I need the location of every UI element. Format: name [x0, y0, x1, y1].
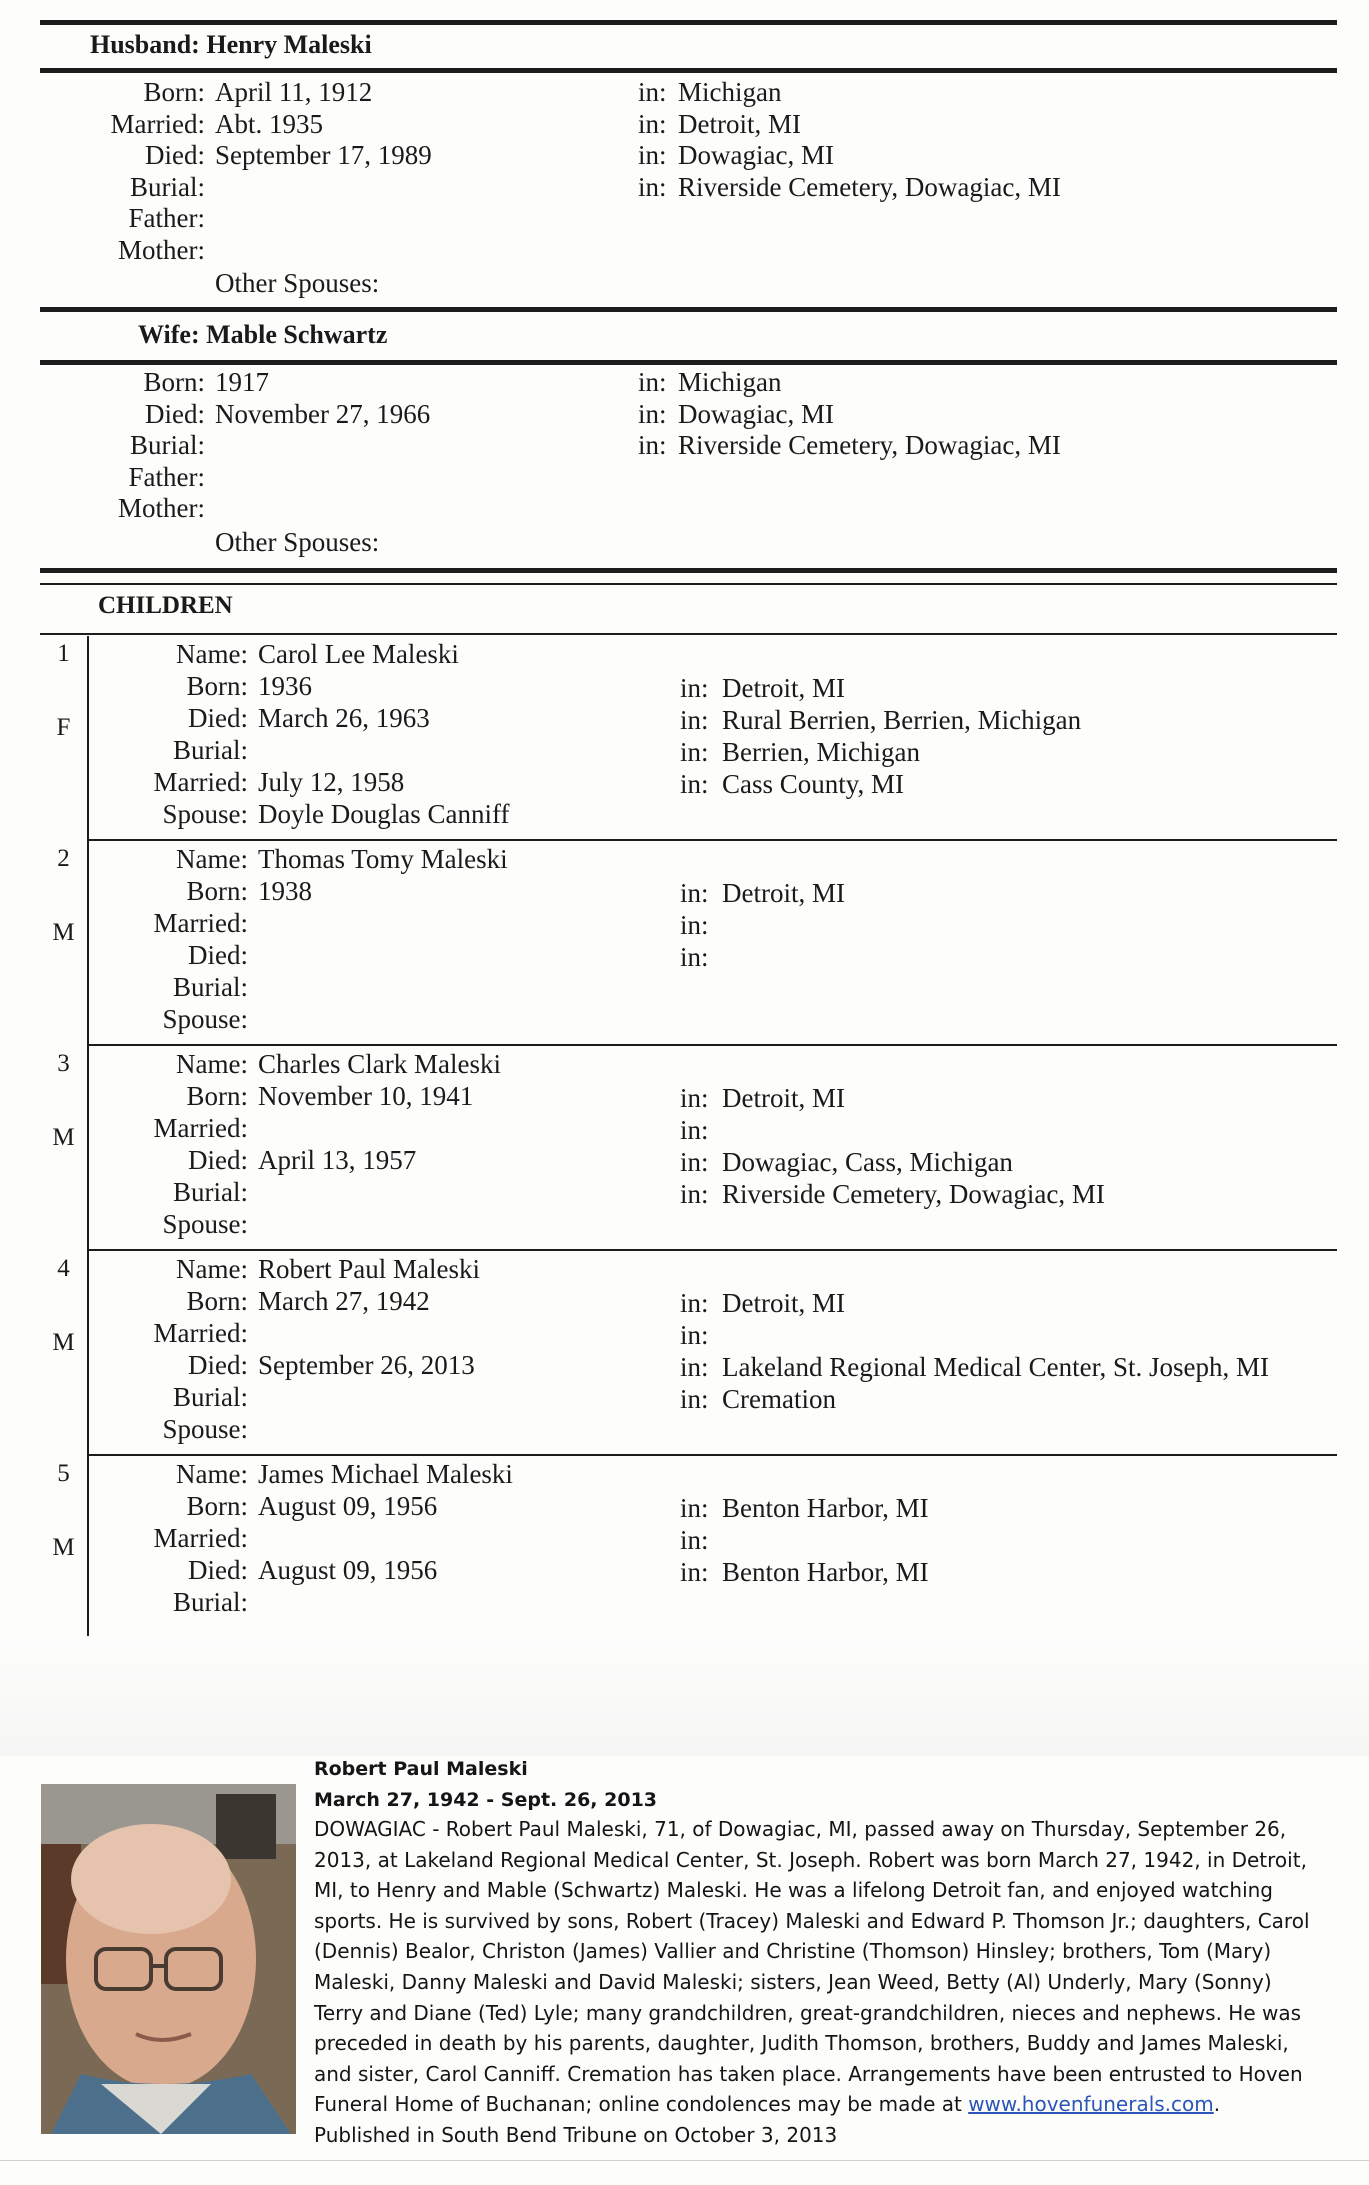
- wife-place: Riverside Cemetery, Dowagiac, MI: [678, 430, 1061, 460]
- obituary-line-text: Funeral Home of Buchanan; online condolences may be made at: [314, 2092, 969, 2117]
- child-label: Married:: [153, 1523, 248, 1553]
- hovenfunerals-link[interactable]: www.hovenfunerals.com: [968, 2092, 1214, 2117]
- child-label: Spouse:: [162, 799, 248, 829]
- child-place: Dowagiac, Cass, Michigan: [722, 1147, 1013, 1177]
- child-label: Died:: [188, 940, 248, 970]
- child-label: Married:: [153, 908, 248, 938]
- child-value: Charles Clark Maleski: [258, 1049, 501, 1079]
- obituary-photo: [41, 1784, 296, 2134]
- obituary-line: Terry and Diane (Ted) Lyle; many grandchildren, great-grandchildren, nieces and nephews. He was: [314, 2000, 1302, 2025]
- obituary-line: Maleski, Danny Maleski and David Maleski; sisters, Jean Weed, Betty (Al) Underly, Mary (Sonny): [314, 1970, 1272, 1994]
- child-label: Died:: [188, 703, 248, 733]
- child-in-label: in:: [680, 1493, 709, 1523]
- child-value: March 27, 1942: [258, 1286, 430, 1316]
- obituary-line: [314, 2089, 1220, 2120]
- child-sex: F: [56, 714, 71, 741]
- child-number: 2: [57, 845, 70, 872]
- child-separator: [87, 839, 1337, 841]
- child-value: November 10, 1941: [258, 1081, 474, 1111]
- child-value: August 09, 1956: [258, 1555, 438, 1585]
- children-heading: CHILDREN: [98, 592, 233, 619]
- wife-place: Michigan: [678, 367, 782, 397]
- child-label: Born:: [186, 1286, 248, 1316]
- husband-in-label: in:: [638, 77, 667, 107]
- child-place: Berrien, Michigan: [722, 737, 920, 767]
- husband-value: April 11, 1912: [215, 77, 373, 107]
- child-number: 5: [57, 1460, 70, 1487]
- wife-name: Mable Schwartz: [206, 320, 388, 349]
- child-label: Name:: [176, 1049, 248, 1079]
- child-value: September 26, 2013: [258, 1350, 475, 1380]
- child-in-label: in:: [680, 1320, 709, 1350]
- wife-in-label: in:: [638, 367, 667, 397]
- wife-label: Burial:: [130, 430, 205, 460]
- child-label: Burial:: [173, 1382, 248, 1412]
- obituary-line: MI, to Henry and Mable (Schwartz) Maleski. He was a lifelong Detroit fan, and enjoyed watching: [314, 1878, 1274, 1903]
- husband-label: Died:: [145, 140, 205, 170]
- husband-value: September 17, 1989: [215, 140, 432, 170]
- husband-place: Riverside Cemetery, Dowagiac, MI: [678, 171, 1061, 202]
- obituary-line: (Dennis) Bealor, Christon (James) Vallier and Christine (Thomson) Hinsley; brothers, Tom (Mary): [314, 1939, 1272, 1964]
- child-place: Benton Harbor, MI: [722, 1557, 929, 1587]
- child-in-label: in:: [680, 769, 709, 799]
- child-place: Detroit, MI: [722, 1083, 845, 1113]
- wife-top-rule: [40, 307, 1337, 312]
- wife-heading: Wife: Mable Schwartz: [138, 320, 388, 349]
- child-label: Born:: [186, 1081, 248, 1111]
- child-in-label: in:: [680, 1288, 709, 1318]
- page-fade: [0, 1636, 1369, 1756]
- obituary-line: 2013, at Lakeland Regional Medical Center, St. Joseph. Robert was born March 27, 1942, in Detroit,: [314, 1847, 1307, 1872]
- child-label: Spouse:: [162, 1004, 248, 1034]
- child-label: Burial:: [173, 1587, 248, 1617]
- child-in-label: in:: [680, 878, 709, 908]
- husband-rule: [40, 68, 1337, 73]
- child-place: Cremation: [722, 1384, 836, 1414]
- child-value: July 12, 1958: [258, 767, 405, 797]
- child-sex: M: [52, 1534, 75, 1561]
- child-in-label: in:: [680, 737, 709, 767]
- husband-in-label: in:: [638, 108, 667, 139]
- child-in-label: in:: [680, 673, 709, 703]
- child-label: Burial:: [173, 735, 248, 765]
- child-value: Thomas Tomy Maleski: [258, 844, 508, 874]
- husband-value: Abt. 1935: [215, 108, 323, 139]
- husband-label: Burial:: [130, 171, 205, 202]
- child-place: Cass County, MI: [722, 769, 905, 799]
- child-label: Died:: [188, 1350, 248, 1380]
- child-label: Married:: [153, 1113, 248, 1143]
- husband-name: Henry Maleski: [206, 30, 372, 59]
- husband-place: Dowagiac, MI: [678, 140, 834, 170]
- portrait-image: [41, 1784, 296, 2134]
- obituary-published: Published in South Bend Tribune on October 3, 2013: [314, 2123, 838, 2147]
- child-value: Robert Paul Maleski: [258, 1254, 480, 1284]
- child-label: Spouse:: [162, 1414, 248, 1444]
- child-label: Name:: [176, 1254, 248, 1284]
- children-header-rule: [40, 633, 1337, 635]
- wife-place: Dowagiac, MI: [678, 398, 834, 429]
- husband-label: Married:: [110, 108, 205, 139]
- obituary-line: sports. He is survived by sons, Robert (Tracey) Maleski and Edward P. Thomson Jr.; daughters, Carol: [314, 1908, 1310, 1933]
- wife-other-spouses: Other Spouses:: [215, 527, 380, 557]
- child-number: 1: [57, 640, 70, 667]
- husband-label: Father:: [128, 203, 205, 233]
- husband-in-label: in:: [638, 171, 667, 202]
- child-sex: M: [52, 919, 75, 946]
- child-label: Married:: [153, 1318, 248, 1348]
- wife-in-label: in:: [638, 398, 667, 429]
- child-value: James Michael Maleski: [258, 1459, 513, 1489]
- child-value: 1936: [258, 671, 312, 701]
- child-in-label: in:: [680, 1179, 709, 1209]
- bottom-rule: [0, 2160, 1369, 2161]
- child-in-label: in:: [680, 1384, 709, 1414]
- child-separator: [87, 1044, 1337, 1046]
- husband-label: Born:: [143, 77, 205, 107]
- wife-value: November 27, 1966: [215, 398, 431, 429]
- husband-heading: Husband: Henry Maleski: [90, 30, 372, 59]
- child-value: August 09, 1956: [258, 1491, 438, 1521]
- child-in-label: in:: [680, 1525, 709, 1555]
- husband-label: Mother:: [118, 234, 205, 265]
- child-place: Lakeland Regional Medical Center, St. Joseph, MI: [722, 1352, 1270, 1382]
- child-sex: M: [52, 1124, 75, 1151]
- child-label: Married:: [153, 767, 248, 797]
- obituary-line: preceded in death by his parents, daughter, Judith Thomson, brothers, Buddy and James Maleski,: [314, 2031, 1289, 2056]
- husband-place: Michigan: [678, 77, 782, 107]
- child-value: 1938: [258, 876, 312, 906]
- child-label: Name:: [176, 639, 248, 669]
- child-place: Riverside Cemetery, Dowagiac, MI: [722, 1179, 1105, 1209]
- child-separator: [87, 1249, 1337, 1251]
- child-label: Died:: [188, 1145, 248, 1175]
- wife-label: Born:: [143, 367, 205, 397]
- child-label: Died:: [188, 1555, 248, 1585]
- top-rule: [40, 20, 1337, 25]
- child-label: Burial:: [173, 972, 248, 1002]
- child-in-label: in:: [680, 1083, 709, 1113]
- children-top-rule-2: [40, 583, 1337, 585]
- child-value: March 26, 1963: [258, 703, 430, 733]
- child-in-label: in:: [680, 910, 709, 940]
- child-number: 4: [57, 1255, 70, 1282]
- children-top-rule: [40, 568, 1337, 573]
- obituary-line: and sister, Carol Canniff. Cremation has taken place. Arrangements have been entrusted to Hoven: [314, 2061, 1303, 2086]
- child-separator: [87, 1454, 1337, 1456]
- obituary-dates: March 27, 1942 - Sept. 26, 2013: [314, 1789, 658, 1811]
- child-label: Name:: [176, 844, 248, 874]
- wife-label: Father:: [128, 461, 205, 492]
- child-place: Benton Harbor, MI: [722, 1493, 929, 1523]
- child-label: Born:: [186, 1491, 248, 1521]
- wife-in-label: in:: [638, 430, 667, 460]
- child-in-label: in:: [680, 1147, 709, 1177]
- wife-label: Died:: [145, 398, 205, 429]
- husband-other-spouses: Other Spouses:: [215, 268, 380, 298]
- child-place: Detroit, MI: [722, 673, 845, 703]
- child-label: Born:: [186, 671, 248, 701]
- child-value: April 13, 1957: [258, 1145, 417, 1175]
- obituary-line: DOWAGIAC - Robert Paul Maleski, 71, of Dowagiac, MI, passed away on Thursday, September 26,: [314, 1817, 1287, 1841]
- child-place: Detroit, MI: [722, 878, 845, 908]
- obituary-line-text: .: [1213, 2092, 1221, 2117]
- child-place: Detroit, MI: [722, 1288, 845, 1318]
- child-label: Born:: [186, 876, 248, 906]
- obituary-name: Robert Paul Maleski: [314, 1758, 528, 1780]
- husband-place: Detroit, MI: [678, 108, 801, 139]
- child-number: 3: [57, 1050, 70, 1077]
- wife-label: Mother:: [118, 493, 205, 523]
- child-sex: M: [52, 1329, 75, 1356]
- child-value: Carol Lee Maleski: [258, 639, 459, 669]
- child-in-label: in:: [680, 705, 709, 735]
- child-in-label: in:: [680, 1557, 709, 1587]
- child-value: Doyle Douglas Canniff: [258, 799, 510, 829]
- husband-in-label: in:: [638, 140, 667, 170]
- child-label: Spouse:: [162, 1209, 248, 1239]
- child-in-label: in:: [680, 1352, 709, 1382]
- wife-value: 1917: [215, 367, 269, 397]
- child-in-label: in:: [680, 942, 709, 972]
- child-label: Name:: [176, 1459, 248, 1489]
- child-label: Burial:: [173, 1177, 248, 1207]
- child-place: Rural Berrien, Berrien, Michigan: [722, 705, 1082, 735]
- wife-rule: [40, 360, 1337, 365]
- child-in-label: in:: [680, 1115, 709, 1145]
